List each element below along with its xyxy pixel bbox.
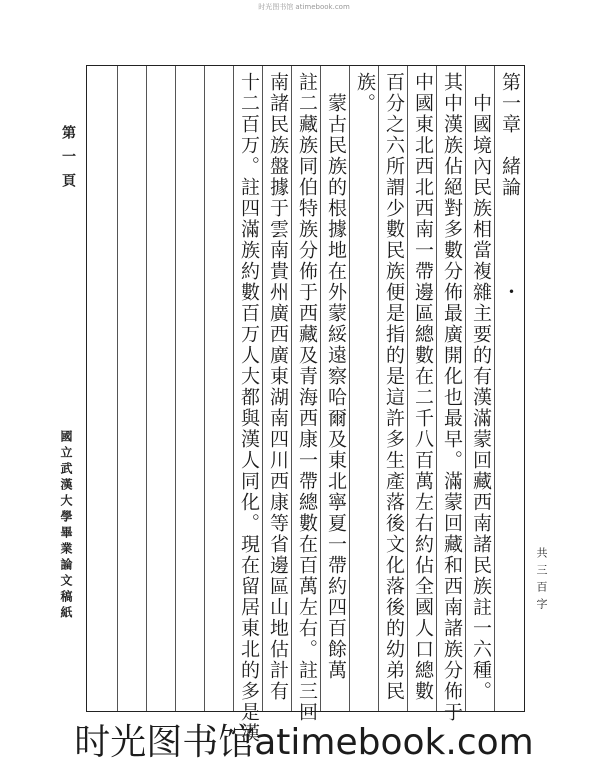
manuscript-column-empty xyxy=(176,66,205,711)
manuscript-column xyxy=(437,66,466,723)
manuscript-column xyxy=(321,66,350,711)
footer-watermark: 时光图书馆atimebook.com xyxy=(74,722,534,763)
manuscript-column xyxy=(379,66,408,711)
manuscript-column xyxy=(292,66,321,723)
column-text: 十二百万。註四滿族約數百万人大都與漢人同化。現在留居東北的多是漢 xyxy=(238,72,260,744)
column-text: 南諸民族盤據于雲南貴州廣西廣東湖南四川西康等省邊區山地估計有 xyxy=(267,72,289,702)
column-text: 蒙古民族的根據地在外蒙綏遠察哈爾及東北寧夏一帶約四百餘萬 xyxy=(325,72,347,681)
manuscript-column xyxy=(408,66,437,711)
manuscript-column xyxy=(466,66,495,711)
manuscript-column-empty xyxy=(147,66,176,711)
manuscript-column xyxy=(234,66,263,744)
column-text: 中國東北西北西南一帶邊區總數在二千八百萬左右約佔全國人口總數 xyxy=(412,72,434,702)
column-text: 族。 xyxy=(354,72,376,114)
header-watermark: 时光图书馆 atimebook.com xyxy=(258,3,350,11)
column-text: 其中漢族佔絕對多數分佈最廣開化也最早。滿蒙回藏和西南諸族分佈于 xyxy=(441,72,463,723)
manuscript-column-empty xyxy=(87,66,118,711)
column-text: 百分之六所謂少數民族便是指的是這許多生產落後文化落後的幼弟民 xyxy=(383,72,405,702)
manuscript-column-empty xyxy=(118,66,147,711)
manuscript-column xyxy=(495,66,524,711)
school-name-caption: 國立武漢大學畢業論文稿紙 xyxy=(59,430,73,622)
column-text: 註二藏族同伯特族分佈于西藏及青海西康一帶總數在百萬左右。註三回 xyxy=(296,72,318,723)
manuscript-column-empty xyxy=(205,66,234,711)
page-number: 第一頁 xyxy=(60,125,76,197)
column-text: 第一章 緒論 ・ xyxy=(499,72,521,303)
manuscript-column xyxy=(263,66,292,711)
column-text: 中國境內民族相當複雜主要的有漢滿蒙回藏西南諸民族註一六種。 xyxy=(470,72,492,702)
manuscript-column xyxy=(350,66,379,711)
page-total-caption: 共三百字 xyxy=(535,547,548,615)
